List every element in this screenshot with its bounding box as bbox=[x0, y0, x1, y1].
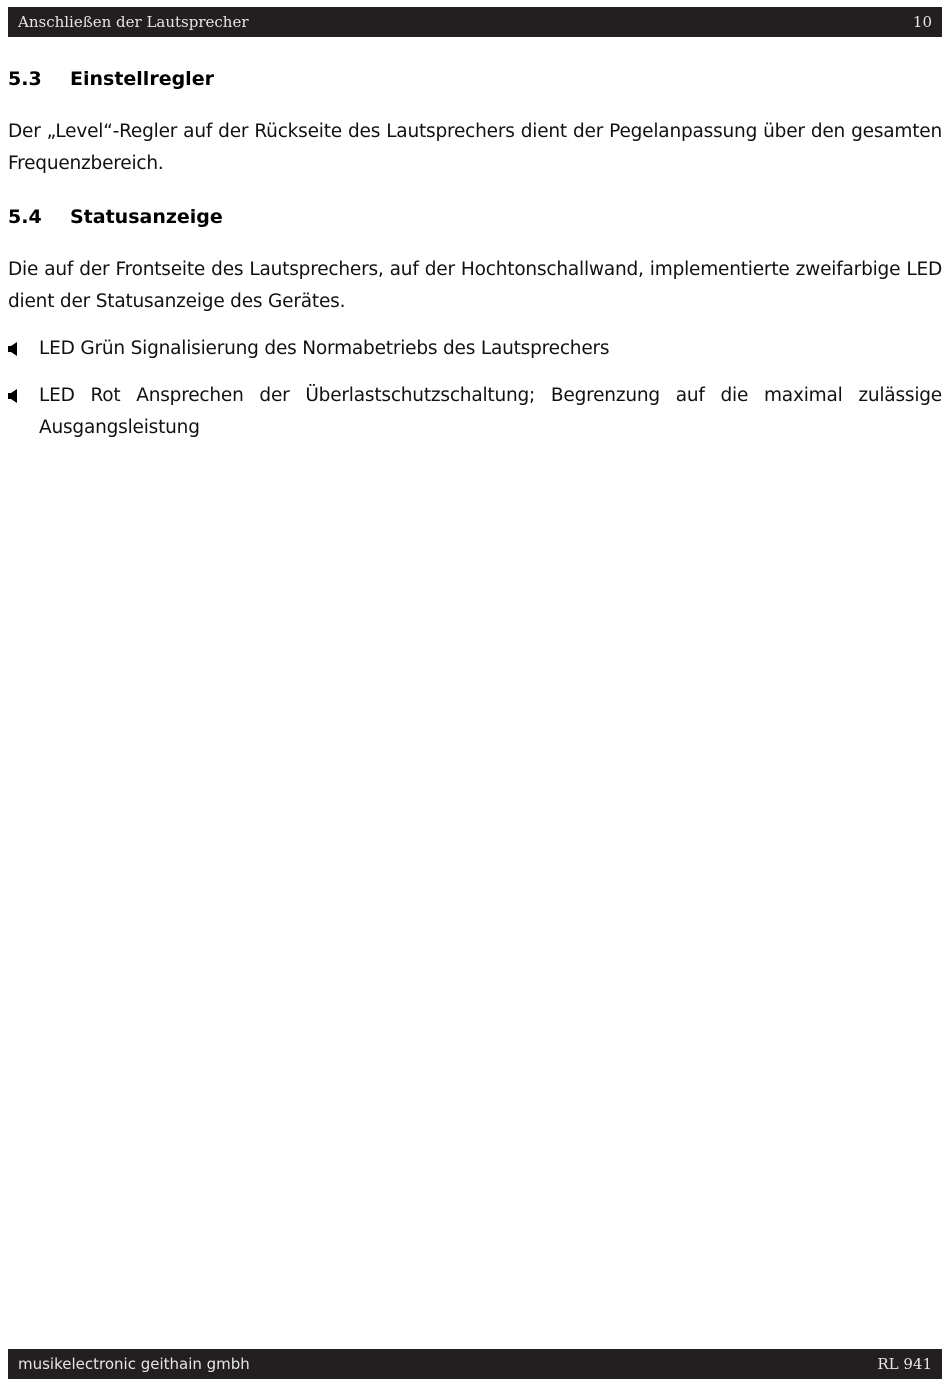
section-title: Statusanzeige bbox=[70, 206, 223, 228]
page-footer bbox=[8, 1349, 942, 1379]
page-number: 10 bbox=[912, 13, 932, 31]
section-heading-5-3 bbox=[8, 68, 214, 90]
list-item-text: LED Rot Ansprechen der Überlastschutzschaltung; Begrenzung auf die maximal zulässige Ausgangsleistung bbox=[39, 385, 942, 438]
header-title: Anschließen der Lautsprecher bbox=[18, 13, 249, 31]
speaker-icon bbox=[8, 342, 20, 356]
page-header bbox=[8, 7, 942, 37]
speaker-icon bbox=[8, 389, 20, 403]
section-number: 5.4 bbox=[8, 206, 42, 228]
list-item-text: LED Grün Signalisierung des Normabetriebs des Lautsprechers bbox=[39, 338, 610, 359]
section-title: Einstellregler bbox=[70, 68, 214, 90]
section-paragraph-5-3: Der „Level“-Regler auf der Rückseite des Lautsprechers dient der Pegelanpassung über den gesamten Frequenzbereich. bbox=[8, 121, 942, 174]
section-number: 5.3 bbox=[8, 68, 42, 90]
list-item bbox=[8, 380, 942, 444]
section-paragraph-5-4: Die auf der Frontseite des Lautsprechers, auf der Hochtonschallwand, implementierte zweifarbige LED dient der Statusanzeige des Gerätes. bbox=[8, 259, 942, 312]
list-item bbox=[8, 333, 942, 365]
footer-model: RL 941 bbox=[877, 1355, 932, 1373]
footer-company: musikelectronic geithain gmbh bbox=[18, 1355, 250, 1373]
section-heading-5-4 bbox=[8, 206, 223, 228]
